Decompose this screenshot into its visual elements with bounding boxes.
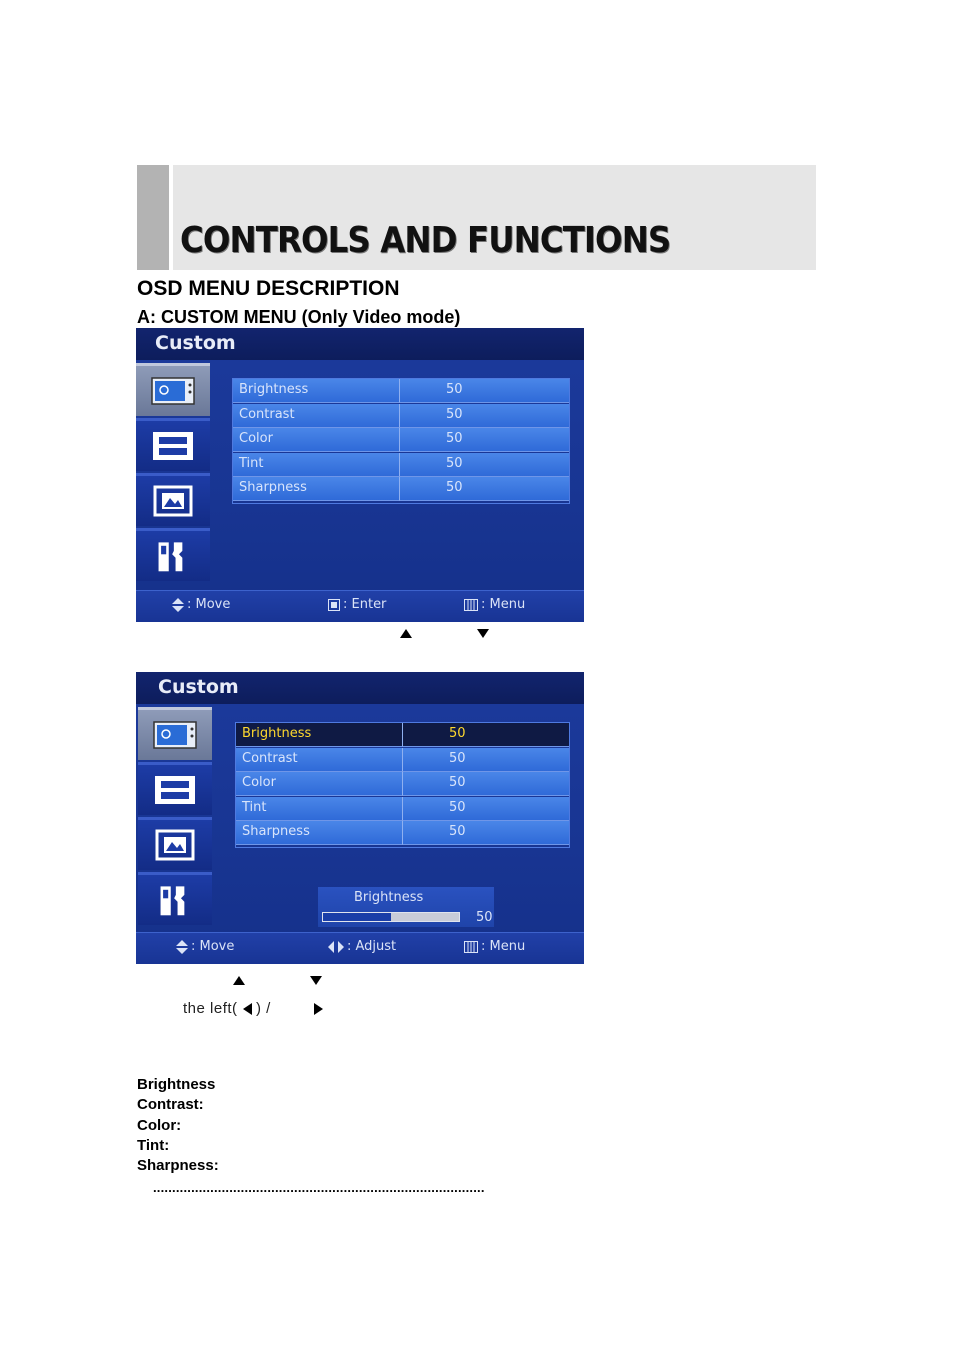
note-separator: ) / (256, 1000, 271, 1017)
term-sharpness: Sharpness: (137, 1157, 219, 1174)
setting-label: Sharpness (239, 480, 307, 496)
sidebar-item-setup[interactable] (136, 528, 210, 581)
sidebar-item-photo[interactable] (138, 817, 212, 870)
setting-value-cell (403, 797, 569, 821)
setting-label: Color (242, 775, 276, 791)
term-brightness: Brightness (137, 1076, 216, 1093)
up-arrow-icon (233, 976, 245, 985)
setting-name-cell (233, 477, 400, 501)
film-strip-icon (152, 773, 198, 807)
setting-name-cell (233, 428, 400, 452)
setting-value-cell (400, 404, 569, 428)
setting-label: Brightness (239, 382, 309, 397)
setting-value: 50 (449, 726, 466, 741)
setting-value: 50 (449, 799, 466, 815)
table-row[interactable] (233, 404, 569, 428)
table-row[interactable] (233, 453, 569, 477)
setting-value-cell (400, 453, 569, 477)
setting-label: Sharpness (242, 824, 310, 840)
table-row[interactable] (236, 772, 569, 796)
setting-value-cell (403, 723, 569, 747)
header-divider (169, 165, 173, 270)
adjust-hint: : Adjust (328, 939, 396, 954)
table-row[interactable] (233, 428, 569, 452)
slider-fill (323, 913, 391, 921)
term-color: Color: (137, 1117, 182, 1134)
move-hint: : Move (172, 597, 230, 612)
setting-value: 50 (446, 382, 463, 397)
setting-name-cell (236, 772, 403, 796)
page-title: CONTROLS AND FUNCTIONS (180, 220, 671, 261)
left-right-arrow-icon (328, 941, 344, 953)
up-down-arrow-icon (172, 598, 184, 612)
setting-name-cell (236, 723, 403, 747)
term-contrast: Contrast: (137, 1096, 204, 1113)
table-row[interactable] (233, 477, 569, 501)
setting-name-cell (233, 404, 400, 428)
setting-name-cell (236, 748, 403, 772)
setting-value: 50 (446, 431, 463, 447)
down-arrow-icon (310, 976, 322, 985)
osd-titlebar (136, 328, 584, 360)
brightness-adjust-panel (318, 887, 494, 927)
picture-settings-icon (150, 374, 196, 408)
setting-label: Tint (242, 799, 267, 815)
setting-label: Color (239, 431, 273, 447)
setting-label: Contrast (242, 750, 298, 766)
setting-label: Brightness (242, 726, 312, 741)
settings-table (232, 378, 570, 504)
table-row[interactable] (236, 797, 569, 821)
setting-value: 50 (449, 824, 466, 840)
move-hint: : Move (176, 939, 234, 954)
setting-value: 50 (449, 750, 466, 766)
sidebar-item-video[interactable] (136, 418, 210, 471)
table-row[interactable] (236, 748, 569, 772)
sidebar-item-photo[interactable] (136, 473, 210, 526)
sidebar-item-video[interactable] (138, 762, 212, 815)
setting-name-cell (233, 379, 400, 403)
left-right-note: the left( (183, 1000, 238, 1017)
up-down-arrow-icon (176, 940, 188, 954)
setting-name-cell (233, 453, 400, 477)
setting-value-cell (403, 748, 569, 772)
tools-icon (150, 539, 196, 573)
table-row[interactable] (236, 821, 569, 845)
adjust-label: Brightness (354, 890, 424, 905)
osd-hint-bar (136, 590, 584, 622)
setting-value: 50 (446, 406, 463, 422)
setting-value-cell (400, 379, 569, 403)
osd-hint-bar (136, 932, 584, 964)
sidebar-item-picture[interactable] (136, 363, 210, 416)
film-strip-icon (150, 429, 196, 463)
setting-name-cell (236, 821, 403, 845)
setting-value-cell (400, 428, 569, 452)
menu-hint: : Menu (464, 597, 525, 612)
setting-value-cell (403, 821, 569, 845)
tools-icon (152, 883, 198, 917)
dotted-divider: ....................................................................................... (153, 1180, 485, 1195)
setting-label: Tint (239, 455, 264, 471)
right-arrow-icon (314, 1003, 323, 1015)
section-title: OSD MENU DESCRIPTION (137, 277, 400, 300)
picture-settings-icon (152, 718, 198, 752)
table-row[interactable] (233, 379, 569, 403)
setting-label: Contrast (239, 406, 295, 422)
osd-title: Custom (158, 676, 239, 698)
setting-value: 50 (449, 775, 466, 791)
settings-table (235, 722, 570, 848)
enter-hint: : Enter (328, 597, 386, 612)
term-tint: Tint: (137, 1137, 170, 1154)
photo-frame-icon (152, 828, 198, 862)
table-row[interactable] (236, 723, 569, 747)
menu-icon (464, 941, 478, 953)
down-arrow-icon (477, 629, 489, 638)
enter-icon (328, 599, 340, 611)
setting-value: 50 (446, 480, 463, 496)
setting-value: 50 (446, 455, 463, 471)
brightness-slider[interactable] (322, 912, 460, 922)
setting-name-cell (236, 797, 403, 821)
adjust-value: 50 (476, 910, 493, 925)
header-accent-bar (137, 165, 169, 270)
menu-icon (464, 599, 478, 611)
left-arrow-icon (243, 1003, 252, 1015)
menu-hint: : Menu (464, 939, 525, 954)
setting-value-cell (403, 772, 569, 796)
sidebar-item-picture[interactable] (138, 707, 212, 760)
osd-screen-custom-menu (136, 328, 584, 622)
osd-screen-custom-adjust (136, 672, 584, 964)
setting-value-cell (400, 477, 569, 501)
sidebar-item-setup[interactable] (138, 872, 212, 925)
section-subtitle: A: CUSTOM MENU (Only Video mode) (137, 307, 461, 327)
photo-frame-icon (150, 484, 196, 518)
up-arrow-icon (400, 629, 412, 638)
osd-titlebar (136, 672, 584, 704)
osd-title: Custom (155, 332, 236, 354)
